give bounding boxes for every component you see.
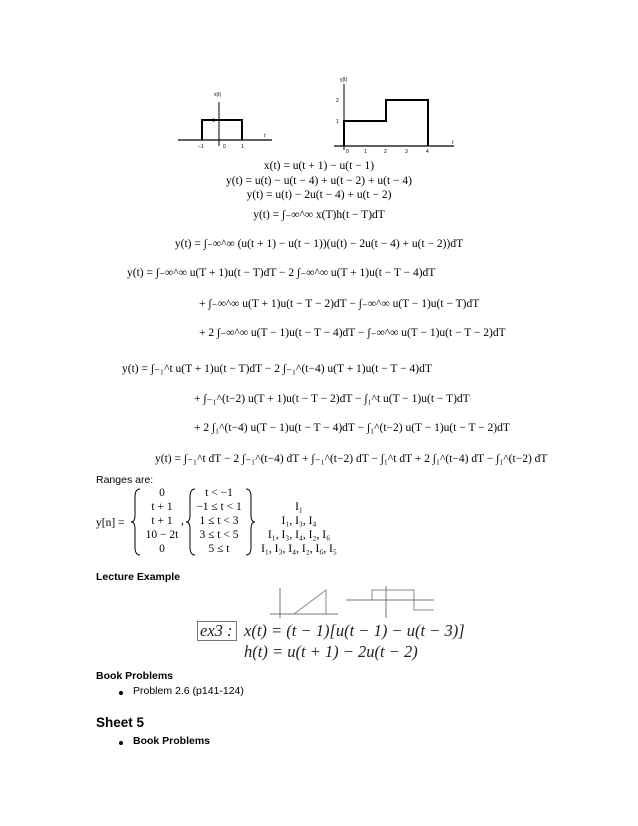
y-plot-xtick: 0	[346, 149, 349, 154]
y-plot-xtick: 4	[426, 149, 429, 154]
x-plot-xtick: 0	[223, 144, 226, 150]
ranges-values	[141, 486, 183, 556]
lecture-example-heading: Lecture Example	[96, 571, 181, 583]
y-signal-staircase	[344, 100, 428, 146]
range-integral-set: I₁, I₃, I₄	[281, 515, 317, 527]
range-integral-set: I₁	[295, 501, 303, 513]
equation-sum-line-2: + ∫₋∞^∞ u(T + 1)u(t − T − 2)dT − ∫₋∞^∞ u(T − 1)u(t − T)dT	[199, 298, 480, 310]
equation-convolution: y(t) = ∫₋∞^∞ x(T)h(t − T)dT	[253, 209, 385, 221]
y-plot-xlabel: t	[452, 140, 454, 146]
range-condition: 5 ≤ t	[208, 543, 230, 555]
ex3-x-equation: x(t) = (t − 1)[u(t − 1) − u(t − 3)]	[244, 621, 465, 640]
equation-limits-line-3: + 2 ∫₁^(t−4) u(T − 1)u(t − T − 4)dT − ∫₁^(t−2) u(T − 1)u(t − T − 2)dT	[194, 422, 510, 434]
range-value: 10 − 2t	[145, 529, 179, 541]
y-plot-xtick: 1	[364, 149, 367, 154]
ranges-integrals	[256, 500, 342, 556]
range-separator: ,	[181, 515, 184, 527]
lecture-h-plot	[344, 584, 436, 624]
book-problems-heading: Book Problems	[96, 670, 174, 682]
equation-x-definition: x(t) = u(t + 1) − u(t − 1)	[263, 160, 375, 172]
ex3-label: ex3 :	[200, 621, 233, 640]
range-value: 0	[159, 487, 165, 499]
equation-sum-line-3: + 2 ∫₋∞^∞ u(T − 1)u(t − T − 4)dT − ∫₋∞^∞ u(T − 1)u(t − T − 2)dT	[199, 327, 506, 339]
range-integral-set: I₁, I₃, I₄, I₂, I₆	[267, 529, 331, 541]
equation-limits-line-1: y(t) = ∫₋₁^t u(T + 1)u(t − T)dT − 2 ∫₋₁^(t−4) u(T + 1)u(t − T − 4)dT	[122, 363, 432, 375]
bullet-icon	[119, 741, 123, 745]
equation-limits-line-2: + ∫₋₁^(t−2) u(T + 1)u(t − T − 2)dT − ∫₁^t u(T − 1)u(t − T)dT	[194, 393, 470, 405]
equation-final-integrals: y(t) = ∫₋₁^t dT − 2 ∫₋₁^(t−4) dT + ∫₋₁^(t−2) dT − ∫₁^t dT + 2 ∫₁^(t−4) dT − ∫₁^(t−2) dT	[155, 453, 548, 465]
x-plot-ytick: 1	[212, 118, 215, 124]
x-plot-xlabel: t	[264, 133, 266, 139]
range-integral-set: I₁, I₃, I₄, I₂, I₆, I₅	[261, 543, 337, 555]
x-signal-plot	[176, 88, 276, 150]
x-plot-xtick: 1	[241, 144, 244, 150]
sheet5-item: Book Problems	[133, 735, 211, 747]
y-plot-xtick: 3	[405, 149, 408, 154]
y-plot-ylabel: y(t)	[340, 77, 348, 83]
range-condition: 3 ≤ t < 5	[199, 529, 239, 541]
x-plot-xtick: −1	[198, 144, 204, 150]
ranges-lhs: y[n] =	[96, 517, 125, 529]
x-plot-ylabel: x(t)	[214, 92, 222, 98]
range-condition: −1 ≤ t < 1	[196, 501, 242, 513]
ex3-h-equation: h(t) = u(t + 1) − 2u(t − 2)	[244, 642, 418, 661]
range-value: t + 1	[151, 501, 173, 513]
ranges-conditions	[193, 486, 245, 556]
bullet-icon	[119, 691, 123, 695]
lecture-x-plot	[268, 584, 340, 624]
range-value: 0	[159, 543, 165, 555]
y-plot-ytick: 1	[336, 119, 339, 125]
y-plot-ytick: 2	[336, 98, 339, 104]
range-value: t + 1	[151, 515, 173, 527]
range-condition: 1 ≤ t < 3	[199, 515, 239, 527]
equation-convolution-expanded: y(t) = ∫₋∞^∞ (u(t + 1) − u(t − 1))(u(t) − 2u(t − 4) + u(t − 2))dT	[174, 238, 464, 250]
y-signal-plot	[330, 74, 460, 154]
range-condition: t < −1	[205, 487, 233, 499]
equation-y-simplified: y(t) = u(t) − 2u(t − 4) + u(t − 2)	[246, 189, 392, 201]
y-plot-xtick: 2	[384, 149, 387, 154]
ranges-label: Ranges are:	[96, 474, 154, 486]
sheet5-heading: Sheet 5	[96, 715, 145, 730]
book-problem-item: Problem 2.6 (p141-124)	[133, 685, 244, 697]
x-signal-pulse	[202, 120, 242, 140]
equation-sum-line-1: y(t) = ∫₋∞^∞ u(T + 1)u(t − T)dT − 2 ∫₋∞^∞ u(T + 1)u(t − T − 4)dT	[127, 267, 436, 279]
equation-y-definition: y(t) = u(t) − u(t − 4) + u(t − 2) + u(t − 4)	[226, 175, 412, 187]
